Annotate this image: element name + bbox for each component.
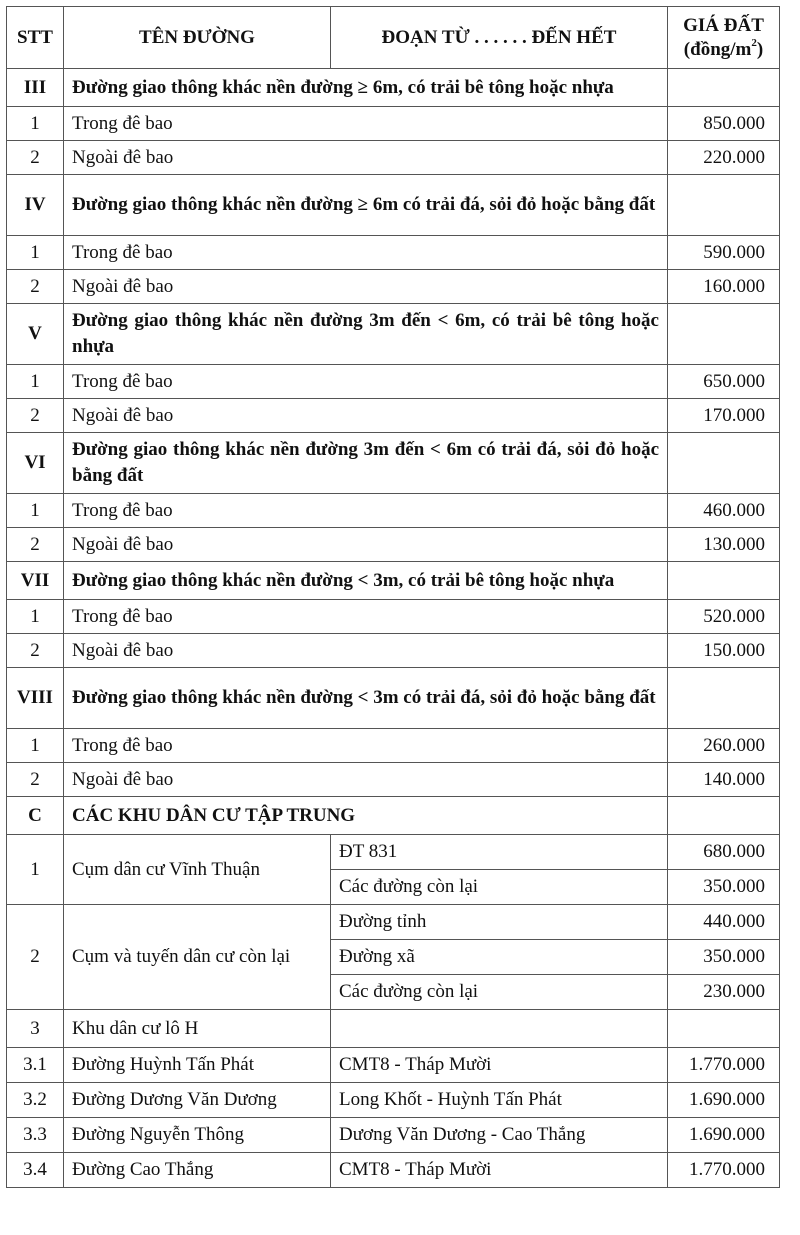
section-title: Đường giao thông khác nền đường ≥ 6m có trải đá, sỏi đỏ hoặc bằng đất xyxy=(64,175,668,236)
section-price-empty xyxy=(668,304,780,365)
row-name: Đường Dương Văn Dương xyxy=(64,1083,331,1118)
row-stt: 2 xyxy=(7,634,64,668)
row-stt: 3.2 xyxy=(7,1083,64,1118)
section-title: Đường giao thông khác nền đường 3m đến < 6m có trải đá, sỏi đỏ hoặc bằng đất xyxy=(64,433,668,494)
row-name: Ngoài đê bao xyxy=(64,528,668,562)
section-stt: IV xyxy=(7,175,64,236)
table-row xyxy=(7,1153,780,1188)
row-name: Trong đê bao xyxy=(64,600,668,634)
row-price: 1.770.000 xyxy=(668,1048,780,1083)
row-name: Trong đê bao xyxy=(64,365,668,399)
section-price-empty xyxy=(668,69,780,107)
row-name: Ngoài đê bao xyxy=(64,141,668,175)
land-price-table xyxy=(6,6,780,1188)
row-price: 130.000 xyxy=(668,528,780,562)
table-row xyxy=(7,1118,780,1153)
area-stt: 3 xyxy=(7,1010,64,1048)
section-row-vii xyxy=(7,562,780,600)
group-stt: 1 xyxy=(7,835,64,905)
section-price-empty xyxy=(668,175,780,236)
row-name: Đường Nguyễn Thông xyxy=(64,1118,331,1153)
section-title: Đường giao thông khác nền đường < 3m có trải đá, sỏi đỏ hoặc bằng đất xyxy=(64,668,668,729)
segment: Đường xã xyxy=(331,940,668,975)
section-stt: V xyxy=(7,304,64,365)
segment-price: 680.000 xyxy=(668,835,780,870)
row-stt: 1 xyxy=(7,494,64,528)
header-price-line1: GIÁ ĐẤT xyxy=(683,14,764,36)
group-name: Cụm dân cư Vĩnh Thuận xyxy=(64,835,331,905)
row-segment: CMT8 - Tháp Mười xyxy=(331,1048,668,1083)
row-price: 160.000 xyxy=(668,270,780,304)
section-row-vi xyxy=(7,433,780,494)
segment: Đường tỉnh xyxy=(331,905,668,940)
table-row xyxy=(7,236,780,270)
table-row xyxy=(7,528,780,562)
row-price: 1.770.000 xyxy=(668,1153,780,1188)
table-row xyxy=(7,494,780,528)
row-price: 1.690.000 xyxy=(668,1083,780,1118)
row-segment: Long Khốt - Huỳnh Tấn Phát xyxy=(331,1083,668,1118)
section-price-empty xyxy=(668,668,780,729)
section-stt: VI xyxy=(7,433,64,494)
table-row xyxy=(7,634,780,668)
table-row xyxy=(7,270,780,304)
row-stt: 2 xyxy=(7,528,64,562)
section-price-empty xyxy=(668,797,780,835)
table-row xyxy=(7,729,780,763)
row-stt: 1 xyxy=(7,236,64,270)
section-stt: VII xyxy=(7,562,64,600)
section-title: Đường giao thông khác nền đường ≥ 6m, có trải bê tông hoặc nhựa xyxy=(64,69,668,107)
row-name: Đường Huỳnh Tấn Phát xyxy=(64,1048,331,1083)
row-segment: CMT8 - Tháp Mười xyxy=(331,1153,668,1188)
header-name: TÊN ĐƯỜNG xyxy=(64,7,331,69)
header-price xyxy=(668,7,780,69)
row-price: 520.000 xyxy=(668,600,780,634)
row-price: 1.690.000 xyxy=(668,1118,780,1153)
row-name: Ngoài đê bao xyxy=(64,270,668,304)
segment-price: 350.000 xyxy=(668,870,780,905)
group-row xyxy=(7,905,780,940)
row-stt: 1 xyxy=(7,365,64,399)
row-stt: 2 xyxy=(7,270,64,304)
section-row-iv xyxy=(7,175,780,236)
table-row xyxy=(7,763,780,797)
section-title: Đường giao thông khác nền đường < 3m, có trải bê tông hoặc nhựa xyxy=(64,562,668,600)
row-stt: 3.1 xyxy=(7,1048,64,1083)
row-name: Trong đê bao xyxy=(64,494,668,528)
header-price-unit: $(đồng/m^2)$ xyxy=(683,37,764,60)
row-name: Trong đê bao xyxy=(64,236,668,270)
row-name: Trong đê bao xyxy=(64,729,668,763)
group-row xyxy=(7,835,780,870)
row-price: 850.000 xyxy=(668,107,780,141)
row-name: Ngoài đê bao xyxy=(64,399,668,433)
row-name: Ngoài đê bao xyxy=(64,634,668,668)
row-stt: 3.3 xyxy=(7,1118,64,1153)
row-price: 650.000 xyxy=(668,365,780,399)
segment-price: 230.000 xyxy=(668,975,780,1010)
header-stt: STT xyxy=(7,7,64,69)
table-row xyxy=(7,399,780,433)
section-stt: C xyxy=(7,797,64,835)
row-price: 150.000 xyxy=(668,634,780,668)
section-row-c xyxy=(7,797,780,835)
row-price: 460.000 xyxy=(668,494,780,528)
header-segment: ĐOẠN TỪ . . . . . . ĐẾN HẾT xyxy=(331,7,668,69)
segment: ĐT 831 xyxy=(331,835,668,870)
group-stt: 2 xyxy=(7,905,64,1010)
row-price: 140.000 xyxy=(668,763,780,797)
area-segment-empty xyxy=(331,1010,668,1048)
table-row xyxy=(7,107,780,141)
table-row xyxy=(7,1083,780,1118)
section-title: CÁC KHU DÂN CƯ TẬP TRUNG xyxy=(64,797,668,835)
row-price: 220.000 xyxy=(668,141,780,175)
row-stt: 2 xyxy=(7,763,64,797)
table-row xyxy=(7,141,780,175)
table-row xyxy=(7,1048,780,1083)
section-stt: III xyxy=(7,69,64,107)
table-row xyxy=(7,600,780,634)
row-stt: 2 xyxy=(7,141,64,175)
row-price: 260.000 xyxy=(668,729,780,763)
row-stt: 1 xyxy=(7,107,64,141)
row-stt: 1 xyxy=(7,729,64,763)
table-header-row xyxy=(7,7,780,69)
section-price-empty xyxy=(668,562,780,600)
row-name: Đường Cao Thắng xyxy=(64,1153,331,1188)
section-price-empty xyxy=(668,433,780,494)
row-name: Trong đê bao xyxy=(64,107,668,141)
row-price: 590.000 xyxy=(668,236,780,270)
group-name: Cụm và tuyến dân cư còn lại xyxy=(64,905,331,1010)
section-row-viii xyxy=(7,668,780,729)
row-name: Ngoài đê bao xyxy=(64,763,668,797)
section-title: Đường giao thông khác nền đường 3m đến < 6m, có trải bê tông hoặc nhựa xyxy=(64,304,668,365)
section-row-v xyxy=(7,304,780,365)
section-row-iii xyxy=(7,69,780,107)
area-name: Khu dân cư lô H xyxy=(64,1010,331,1048)
area-row xyxy=(7,1010,780,1048)
row-price: 170.000 xyxy=(668,399,780,433)
row-stt: 2 xyxy=(7,399,64,433)
segment: Các đường còn lại xyxy=(331,975,668,1010)
segment-price: 350.000 xyxy=(668,940,780,975)
row-stt: 1 xyxy=(7,600,64,634)
table-row xyxy=(7,365,780,399)
row-segment: Dương Văn Dương - Cao Thắng xyxy=(331,1118,668,1153)
row-stt: 3.4 xyxy=(7,1153,64,1188)
area-price-empty xyxy=(668,1010,780,1048)
segment: Các đường còn lại xyxy=(331,870,668,905)
section-stt: VIII xyxy=(7,668,64,729)
segment-price: 440.000 xyxy=(668,905,780,940)
